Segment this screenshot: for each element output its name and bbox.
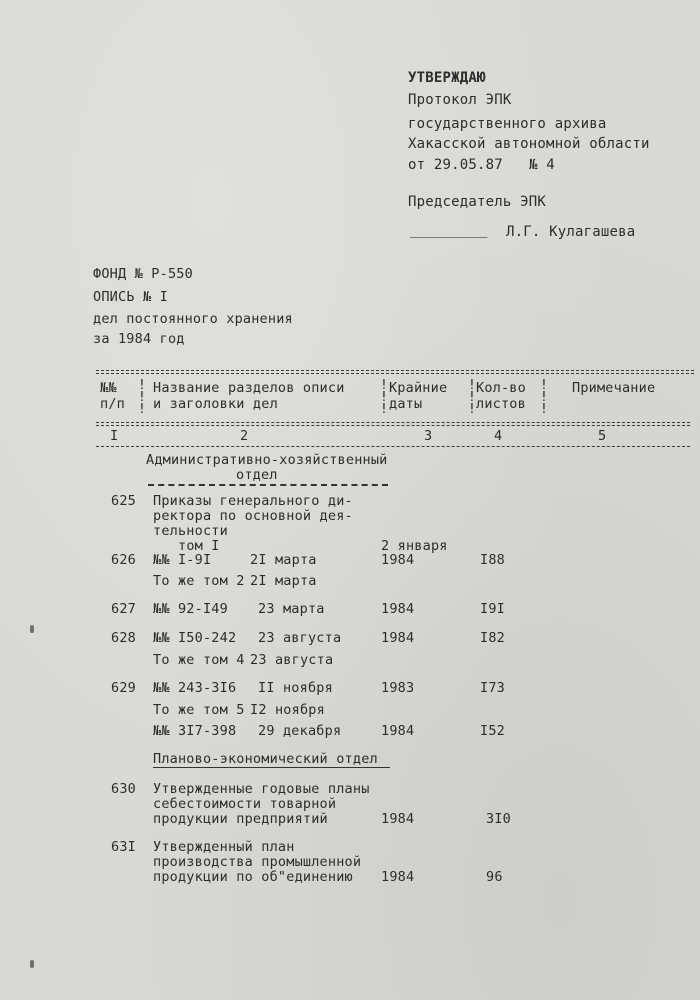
row-year: 1983 xyxy=(381,680,415,696)
table-header-rule-2 xyxy=(96,425,690,426)
row-volume: №№ 92-I49 xyxy=(153,601,228,617)
col-note-head: Примечание xyxy=(572,380,656,396)
row-number: 630 xyxy=(111,781,136,797)
section-admin-rule xyxy=(148,484,388,486)
row-title-line: Утвержденный план xyxy=(153,839,295,855)
row-date: 29 декабря xyxy=(258,723,342,739)
col-number-2: 2 xyxy=(240,428,249,444)
row-sheets: I73 xyxy=(480,680,505,696)
col-number-1: I xyxy=(110,428,119,444)
chair-name: Л.Г. Кулагашева xyxy=(506,224,636,240)
section-plan-rule xyxy=(153,767,390,768)
approval-line-3: Хакасской автономной области xyxy=(408,136,650,152)
row-date: 23 августа xyxy=(250,652,334,668)
row-volume: То же том 4 xyxy=(153,652,245,668)
row-title-line: ректора по основной дея- xyxy=(153,508,353,524)
row-title-line: производства промышленной xyxy=(153,854,362,870)
row-date: 2I марта xyxy=(250,573,317,589)
opis-description: дел постоянного хранения xyxy=(93,311,293,327)
section-admin-title: Административно-хозяйственный xyxy=(146,452,388,468)
row-number: 627 xyxy=(111,601,136,617)
row-date-start: 2 января xyxy=(381,538,448,554)
row-year: 1984 xyxy=(381,811,415,827)
row-year: 1984 xyxy=(381,552,415,568)
row-date: I2 ноября xyxy=(250,702,325,718)
row-title-line: продукции по об"единению xyxy=(153,869,353,885)
col-title-head-1: Название разделов описи xyxy=(153,380,345,396)
row-year: 1984 xyxy=(381,723,415,739)
separator: ! ! ! xyxy=(468,378,476,417)
col-title-head-2: и заголовки дел xyxy=(153,396,278,412)
approval-line-2: государственного архива xyxy=(408,116,607,132)
col-number-4: 4 xyxy=(494,428,503,444)
col-number-5: 5 xyxy=(598,428,607,444)
section-admin-subtitle: отдел xyxy=(236,467,278,483)
row-volume: №№ 3I7-398 xyxy=(153,723,237,739)
approval-date: от 29.05.87 xyxy=(408,157,503,173)
table-top-rule-2 xyxy=(96,373,694,374)
col-number-3: 3 xyxy=(424,428,433,444)
row-number: 629 xyxy=(111,680,136,696)
row-volume: То же том 2 xyxy=(153,573,245,589)
fond-number: ФОНД № Р-550 xyxy=(93,266,193,282)
signature-line: _________ xyxy=(410,222,488,238)
row-year: 1984 xyxy=(381,601,415,617)
row-sheets: I52 xyxy=(480,723,505,739)
approval-title: УТВЕРЖДАЮ xyxy=(408,70,486,86)
opis-year: за 1984 год xyxy=(93,331,185,347)
row-sheets: I82 xyxy=(480,630,505,646)
row-number: 625 xyxy=(111,493,136,509)
row-title-line: Утвержденные годовые планы xyxy=(153,781,370,797)
row-sheets: 96 xyxy=(486,869,503,885)
chair-label: Председатель ЭПК xyxy=(408,194,547,210)
punch-hole xyxy=(30,960,34,968)
row-date: 2I марта xyxy=(250,552,317,568)
row-year: 1984 xyxy=(381,630,415,646)
row-volume: То же том 5 xyxy=(153,702,245,718)
row-title-line: Приказы генерального ди- xyxy=(153,493,353,509)
col-sheets-head-1: Кол-во xyxy=(476,380,526,396)
row-title-line: продукции предприятий xyxy=(153,811,328,827)
row-sheets: 3I0 xyxy=(486,811,511,827)
row-sheets: I9I xyxy=(480,601,505,617)
table-number-rule xyxy=(96,446,690,447)
row-date: 23 августа xyxy=(258,630,342,646)
row-date: 23 марта xyxy=(258,601,325,617)
row-volume: №№ I-9I xyxy=(153,552,212,568)
separator: ! ! ! xyxy=(540,378,548,417)
approval-number: № 4 xyxy=(529,157,555,173)
row-sheets: I88 xyxy=(480,552,505,568)
row-year: 1984 xyxy=(381,869,415,885)
row-number: 626 xyxy=(111,552,136,568)
section-plan-title: Планово-экономический отдел xyxy=(153,751,378,767)
row-volume: №№ 243-3I6 xyxy=(153,680,237,696)
approval-line-1: Протокол ЭПК xyxy=(408,92,512,108)
row-date: II ноября xyxy=(258,680,333,696)
row-number: 63I xyxy=(111,839,136,855)
col-num-head-1: №№ xyxy=(100,380,117,396)
row-number: 628 xyxy=(111,630,136,646)
table-top-rule-1 xyxy=(96,370,694,371)
row-title-line: тельности xyxy=(153,523,228,539)
opis-number: ОПИСЬ № I xyxy=(93,289,168,305)
row-title-line: том I xyxy=(178,538,220,554)
row-volume: №№ I50-242 xyxy=(153,630,237,646)
col-num-head-2: п/п xyxy=(100,396,125,412)
col-dates-head-1: Крайние xyxy=(389,380,448,396)
row-title-line: себестоимости товарной xyxy=(153,796,337,812)
col-dates-head-2: даты xyxy=(389,396,423,412)
separator: ! ! ! xyxy=(380,378,388,417)
table-header-rule-1 xyxy=(96,422,690,423)
separator: ! ! ! xyxy=(138,378,146,417)
punch-hole xyxy=(30,625,34,633)
col-sheets-head-2: листов xyxy=(476,396,526,412)
